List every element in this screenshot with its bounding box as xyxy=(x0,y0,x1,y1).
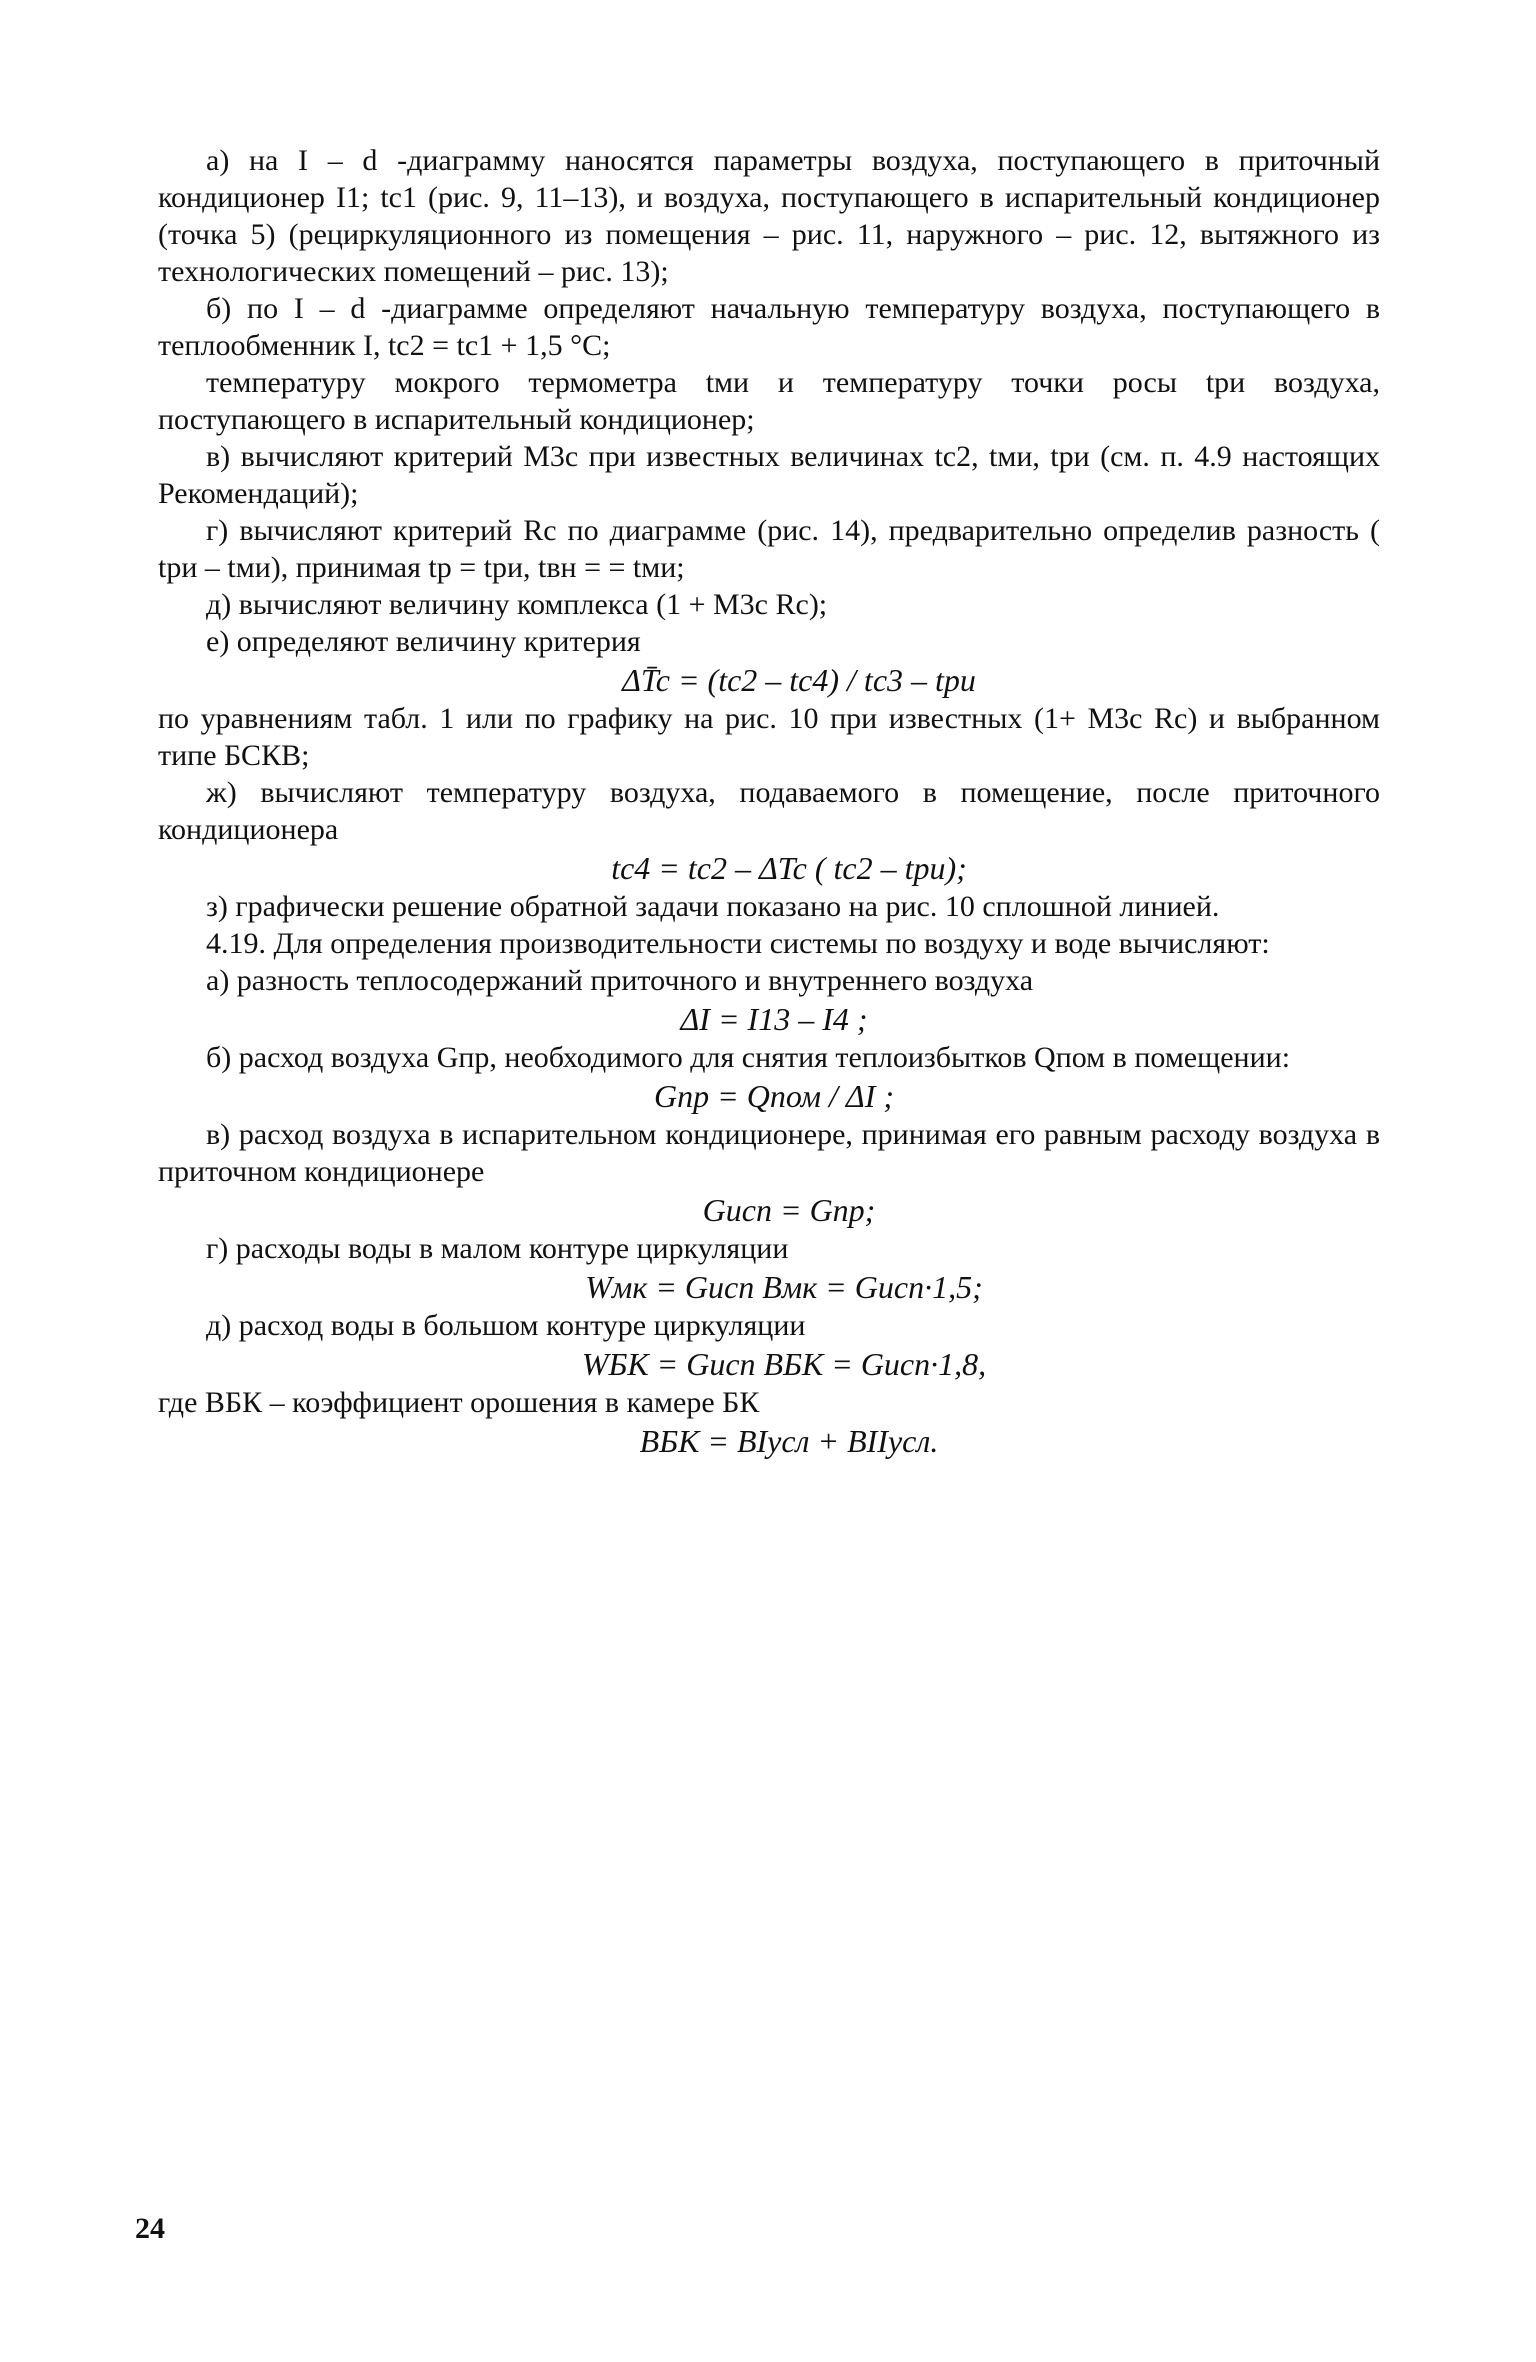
paragraph: 4.19. Для определения производительности системы по воздуху и воде вычисляют: xyxy=(206,927,1270,960)
paragraph: е) определяют величину критерия xyxy=(206,625,641,658)
paragraph: в) расход воздуха в испарительном кондиционере, принимая его равным расходу воздуха в приточном кондиционере xyxy=(158,1118,1380,1188)
page-number: 24 xyxy=(135,2212,165,2245)
paragraph: д) расход воды в большом контуре циркуляции xyxy=(206,1309,806,1342)
formula: BБК = BIусл + BIIусл. xyxy=(639,1423,939,1459)
paragraph: в) вычисляют критерий M3c при известных величинах tc2, tми, tри (см. п. 4.9 настоящих Рекомендаций); xyxy=(158,440,1380,510)
formula: tc4 = tc2 – ΔTc ( tc2 – tри); xyxy=(611,850,967,886)
formula: Gисп = Gпр; xyxy=(702,1192,876,1228)
formula: ΔT̄c = (tc2 – tc4) / tc3 – tри xyxy=(622,662,976,698)
formula: Wмк = Gисп Bмк = Gисп·1,5; xyxy=(585,1269,983,1305)
paragraph: б) по I – d -диаграмме определяют начальную температуру воздуха, поступающего в теплообменник I, tc2 = tc1 + 1,5 °С; xyxy=(158,292,1380,362)
paragraph: з) графически решение обратной задачи показано на рис. 10 сплошной линией. xyxy=(206,890,1220,923)
formula: Gпр = Qпом / ΔI ; xyxy=(654,1078,894,1114)
paragraph: ж) вычисляют температуру воздуха, подаваемого в помещение, после приточного кондиционера xyxy=(158,776,1380,846)
paragraph: б) расход воздуха Gпр, необходимого для снятия теплоизбытков Qпом в помещении: xyxy=(206,1041,1291,1074)
paragraph: температуру мокрого термометра tми и температуру точки росы tри воздуха, поступающего в испарительный кондиционер; xyxy=(158,366,1380,436)
formula: ΔI = I13 – I4 ; xyxy=(680,1001,868,1037)
paragraph: а) разность теплосодержаний приточного и внутреннего воздуха xyxy=(206,964,1034,997)
formula: WБК = Gисп BБК = Gисп·1,8, xyxy=(581,1346,987,1382)
paragraph: по уравнениям табл. 1 или по графику на рис. 10 при известных (1+ M3c Rc) и выбранном типе БСКВ; xyxy=(158,702,1380,772)
paragraph: г) вычисляют критерий Rc по диаграмме (рис. 14), предварительно определив разность ( tри – tми), принимая tр = tри, tвн = = tми; xyxy=(158,514,1380,584)
paragraph: а) на I – d -диаграмму наносятся параметры воздуха, поступающего в приточный кондиционер I1; tc1 (рис. 9, 11–13), и воздуха, поступающего в испарительный кондиционер (точка 5) (рециркуляционного из помещения – рис. 11, наружного – рис. 12, вытяжного из технологических помещений – рис. 13); xyxy=(158,144,1380,288)
paragraph: где BБК – коэффициент орошения в камере БК xyxy=(158,1386,760,1419)
paragraph: д) вычисляют величину комплекса (1 + M3c Rc); xyxy=(206,588,828,621)
paragraph: г) расходы воды в малом контуре циркуляции xyxy=(206,1232,789,1265)
page-body xyxy=(158,142,1380,1461)
